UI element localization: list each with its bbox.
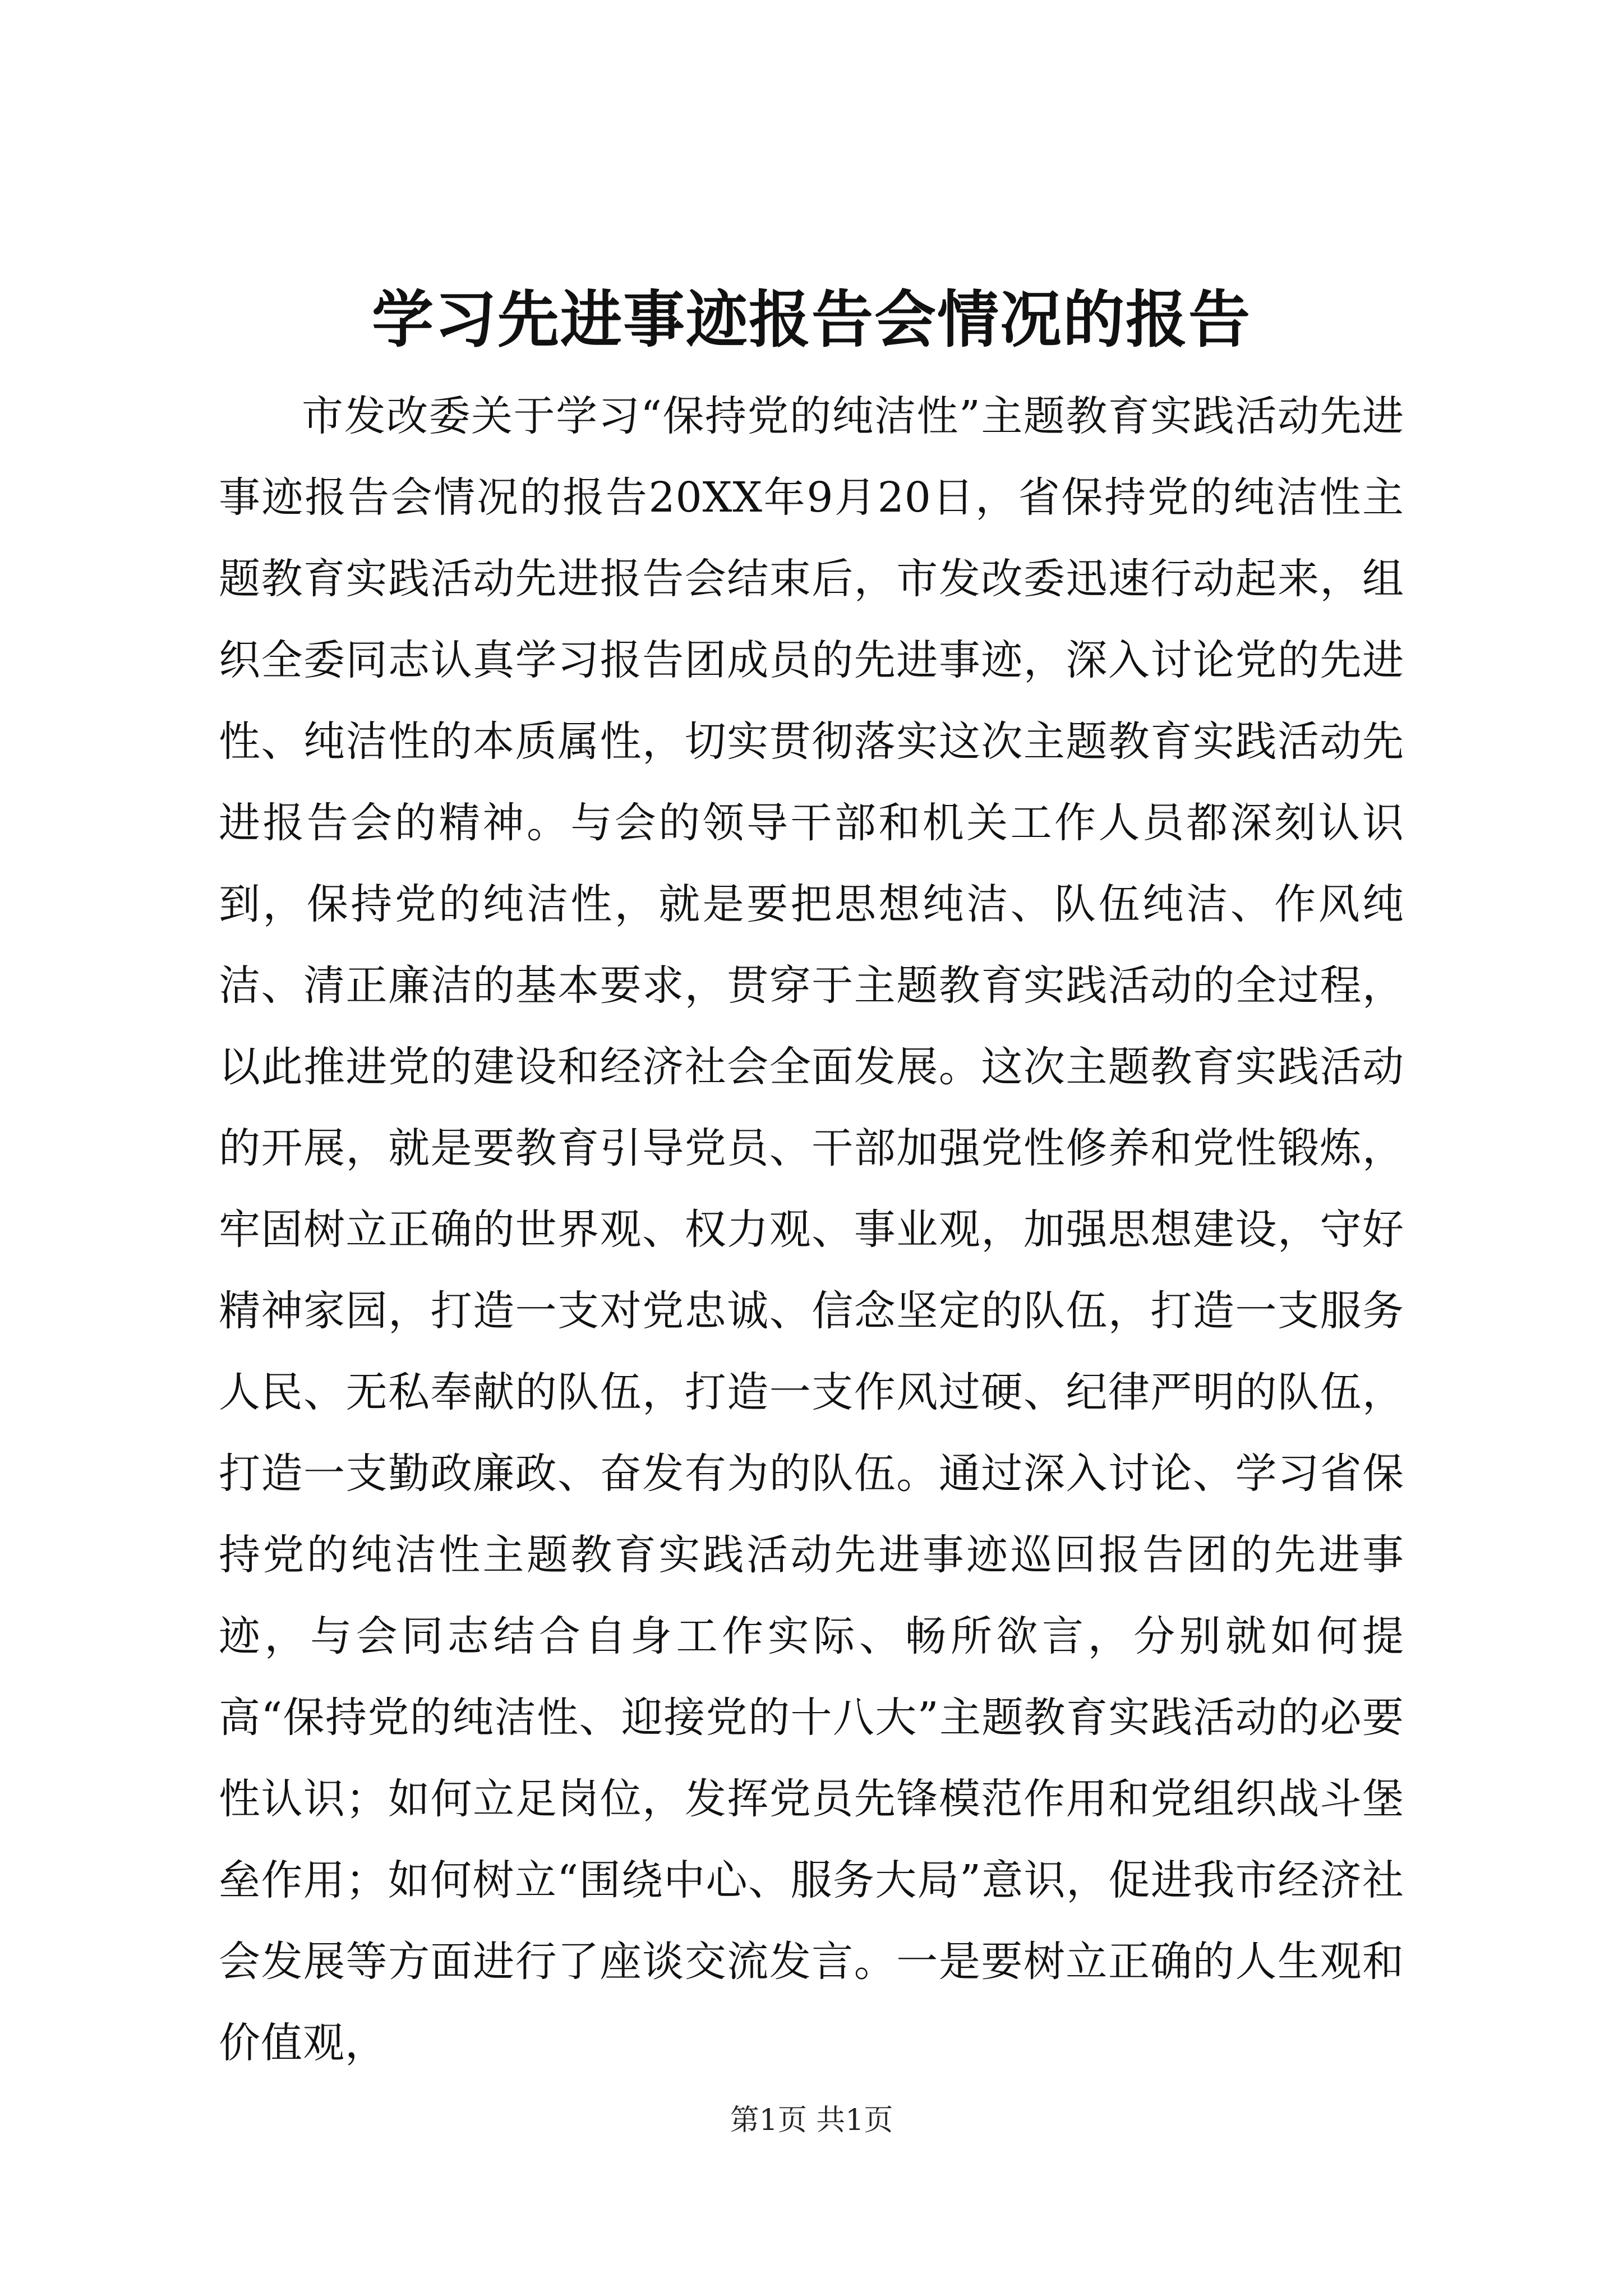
document-body-paragraph: 市发改委关于学习“保持党的纯洁性”主题教育实践活动先进事迹报告会情况的报告20XX年9月20日，省保持党的纯洁性主题教育实践活动先进报告会结束后，市发改委迅速行动起来，组织全委同志认真学习报告团成员的先进事迹，深入讨论党的先进性、纯洁性的本质属性，切实贯彻落实这次主题教育实践活动先进报告会的精神。与会的领导干部和机关工作人员都深刻认识到，保持党的纯洁性，就是要把思想纯洁、队伍纯洁、作风纯洁、清正廉洁的基本要求，贯穿于主题教育实践活动的全过程，以此推进党的建设和经济社会全面发展。这次主题教育实践活动的开展，就是要教育引导党员、干部加强党性修养和党性锻炼，牢固树立正确的世界观、权力观、事业观，加强思想建设，守好精神家园，打造一支对党忠诚、信念坚定的队伍，打造一支服务人民、无私奉献的队伍，打造一支作风过硬、纪律严明的队伍，打造一支勤政廉政、奋发有为的队伍。通过深入讨论、学习省保持党的纯洁性主题教育实践活动先进事迹巡回报告团的先进事迹，与会同志结合自身工作实际、畅所欲言，分别就如何提高“保持党的纯洁性、迎接党的十八大”主题教育实践活动的必要性认识；如何立足岗位，发挥党员先锋模范作用和党组织战斗堡垒作用；如何树立“围绕中心、服务大局”意识，促进我市经济社会发展等方面进行了座谈交流发言。一是要树立正确的人生观和价值观， bbox=[219, 392, 1404, 2067]
document-title: 学习先进事迹报告会情况的报告 bbox=[372, 283, 1251, 356]
page-footer: 第1页 共1页 bbox=[730, 2104, 893, 2137]
